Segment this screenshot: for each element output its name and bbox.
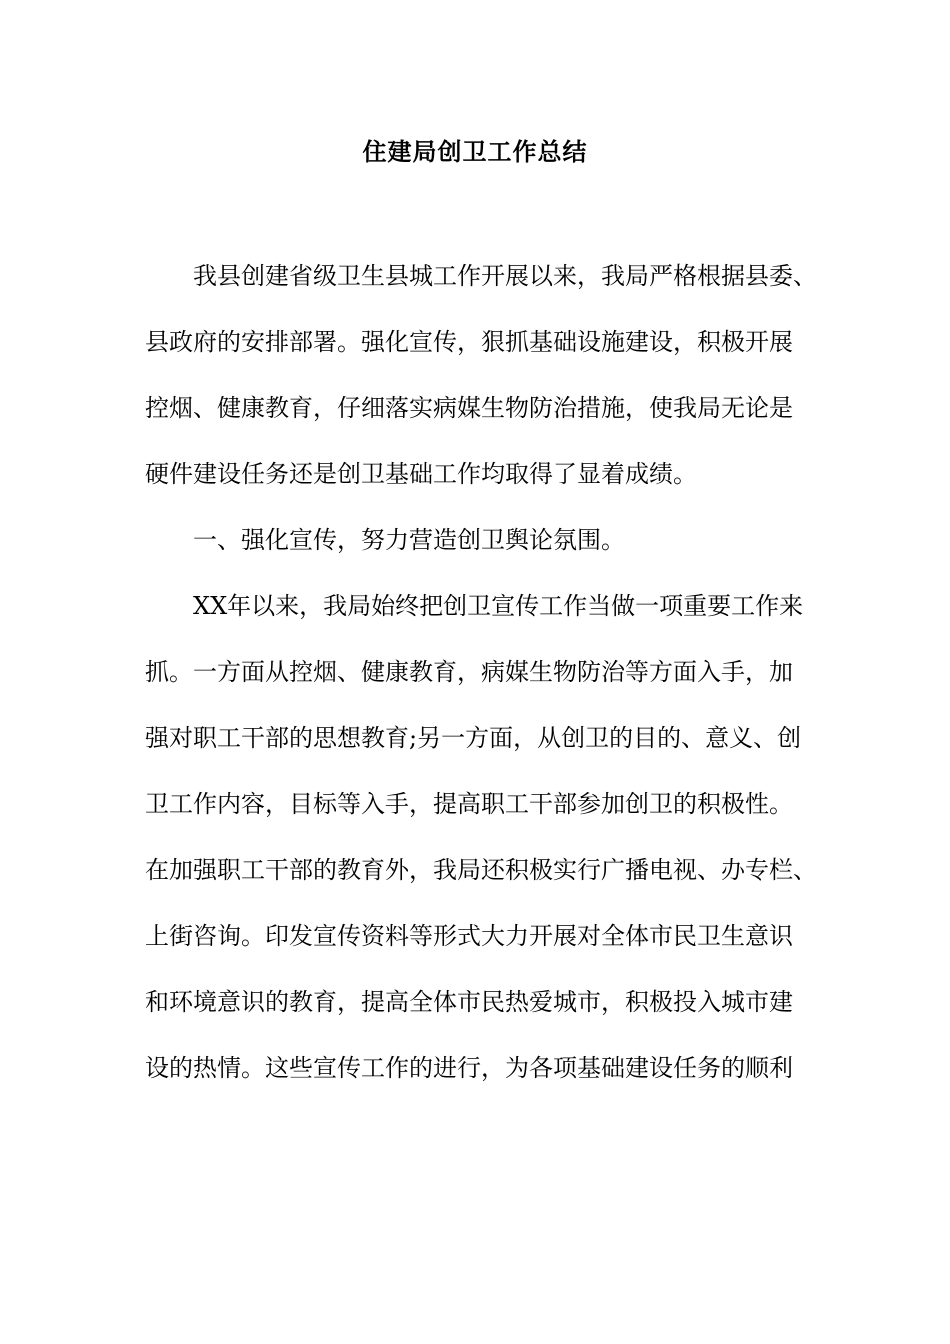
paragraph-line: 强对职工干部的思想教育;另一方面，从创卫的目的、意义、创 bbox=[145, 724, 802, 752]
paragraph-line: 控烟、健康教育，仔细落实病媒生物防治措施，使我局无论是 bbox=[145, 394, 793, 422]
paragraph-line: XX年以来，我局始终把创卫宣传工作当做一项重要工作来 bbox=[193, 592, 804, 620]
paragraph-line: 抓。一方面从控烟、健康教育，病媒生物防治等方面入手，加 bbox=[145, 658, 793, 686]
paragraph-line: 县政府的安排部署。强化宣传，狠抓基础设施建设，积极开展 bbox=[145, 328, 793, 356]
document-body bbox=[145, 252, 825, 1110]
paragraph-line: 上街咨询。印发宣传资料等形式大力开展对全体市民卫生意识 bbox=[145, 922, 793, 950]
paragraph-line: 硬件建设任务还是创卫基础工作均取得了显着成绩。 bbox=[145, 460, 697, 488]
paragraph-line: 我县创建省级卫生县城工作开展以来，我局严格根据县委、 bbox=[193, 262, 817, 290]
paragraph-line: 卫工作内容，目标等入手，提高职工干部参加创卫的积极性。 bbox=[145, 790, 793, 818]
section-heading: 一、强化宣传，努力营造创卫舆论氛围。 bbox=[193, 526, 625, 554]
paragraph-line: 和环境意识的教育，提高全体市民热爱城市，积极投入城市建 bbox=[145, 988, 793, 1016]
paragraph-line: 在加强职工干部的教育外，我局还积极实行广播电视、办专栏、 bbox=[145, 856, 817, 884]
document-title: 住建局创卫工作总结 bbox=[362, 137, 588, 166]
paragraph-line: 设的热情。这些宣传工作的进行，为各项基础建设任务的顺利 bbox=[145, 1054, 793, 1082]
